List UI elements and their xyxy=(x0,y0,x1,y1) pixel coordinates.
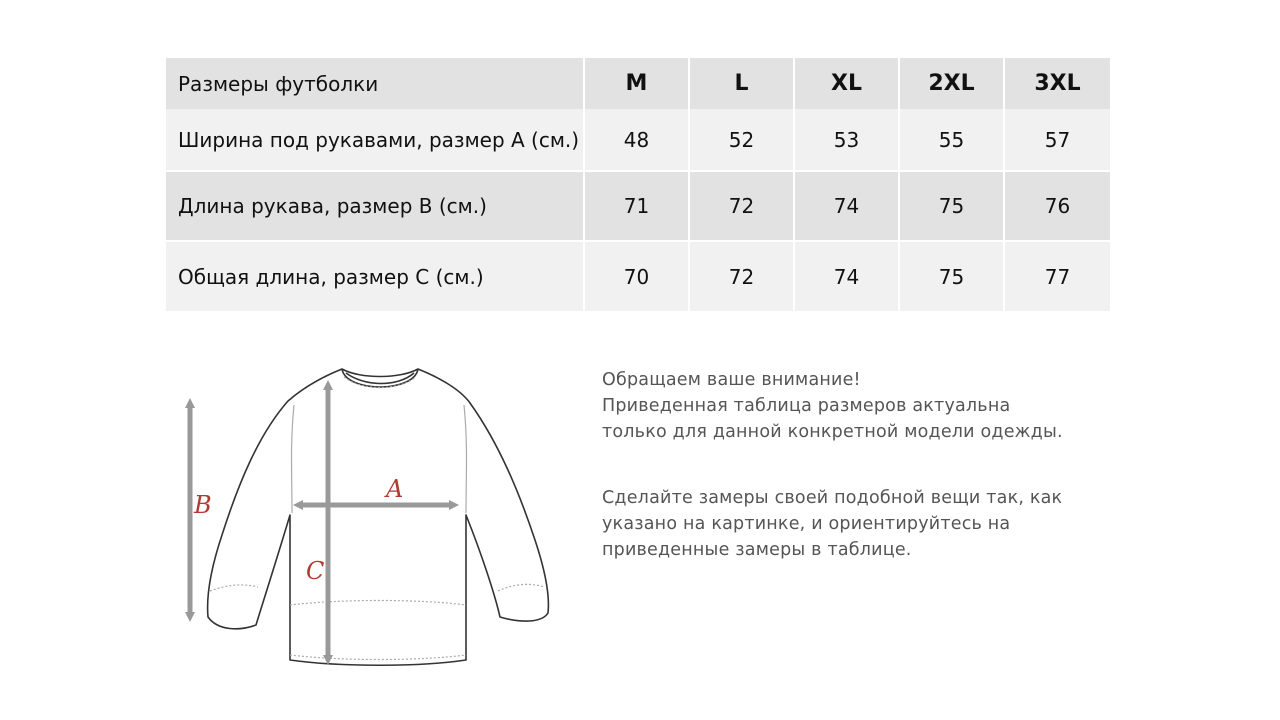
note-line: Обращаем ваше внимание! xyxy=(602,370,861,390)
label-c: C xyxy=(306,557,325,585)
note-line: приведенные замеры в таблице. xyxy=(602,540,912,560)
table-row xyxy=(166,109,1110,172)
size-header-m: M xyxy=(585,58,690,109)
note-line: Приведенная таблица размеров актуальна xyxy=(602,396,1011,416)
note-line: указано на картинке, и ориентируйтесь на xyxy=(602,514,1011,534)
note-line: только для данной конкретной модели одежды. xyxy=(602,422,1063,442)
measurement-notes xyxy=(602,367,1162,563)
note-line: Сделайте замеры своей подобной вещи так, как xyxy=(602,488,1063,508)
table-header-row xyxy=(166,58,1110,109)
table-cell: 77 xyxy=(1005,242,1110,311)
table-cell: 52 xyxy=(690,109,795,172)
table-cell: 71 xyxy=(585,172,690,242)
label-b: B xyxy=(194,491,212,519)
size-table xyxy=(166,58,1110,311)
row-label-width: Ширина под рукавами, размер А (см.) xyxy=(166,109,585,172)
sweatshirt-outline xyxy=(208,369,549,665)
table-cell: 57 xyxy=(1005,109,1110,172)
garment-measurement-diagram xyxy=(170,355,570,675)
table-cell: 48 xyxy=(585,109,690,172)
table-row xyxy=(166,172,1110,242)
table-cell: 75 xyxy=(900,172,1005,242)
table-cell: 76 xyxy=(1005,172,1110,242)
table-header-label: Размеры футболки xyxy=(166,58,585,109)
row-label-sleeve: Длина рукава, размер В (см.) xyxy=(166,172,585,242)
table-cell: 72 xyxy=(690,242,795,311)
size-header-xl: XL xyxy=(795,58,900,109)
note-spacer xyxy=(602,445,1162,485)
size-header-3xl: 3XL xyxy=(1005,58,1110,109)
label-a: A xyxy=(386,475,404,503)
table-cell: 53 xyxy=(795,109,900,172)
table-cell: 55 xyxy=(900,109,1005,172)
table-cell: 74 xyxy=(795,172,900,242)
table-cell: 75 xyxy=(900,242,1005,311)
size-header-2xl: 2XL xyxy=(900,58,1005,109)
table-cell: 70 xyxy=(585,242,690,311)
table-cell: 72 xyxy=(690,172,795,242)
row-label-length: Общая длина, размер С (см.) xyxy=(166,242,585,311)
table-row xyxy=(166,242,1110,311)
table-cell: 74 xyxy=(795,242,900,311)
size-header-l: L xyxy=(690,58,795,109)
